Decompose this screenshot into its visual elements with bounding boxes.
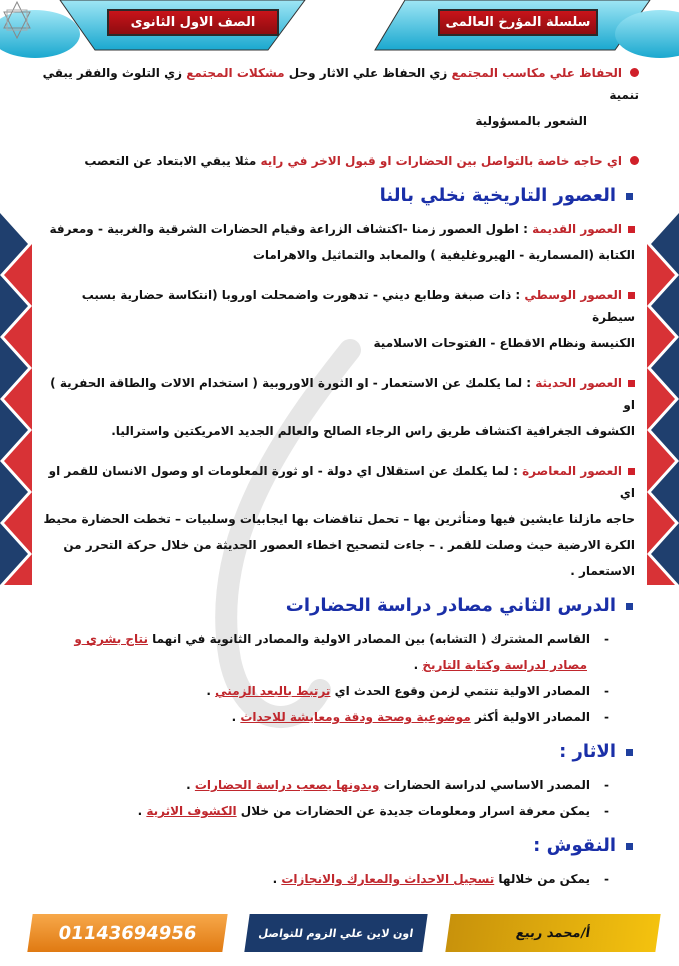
highlighted-text: العصور المعاصرة [522,464,622,478]
highlighted-text: تسجيل الاحداث والمعارك والانجازات [281,872,495,886]
text-segment: : اطول العصور زمنا -اكتشاف الزراعة وقيام الحضارات الشرقية والغربية - ومعرفة [49,222,533,236]
text-segment: . [272,872,282,886]
section-heading [36,738,633,766]
text-segment: الكشوف الجغرافية اكتشاف طريق راس الرجاء الصالح والعالم الجديد الامريكتين واستراليا. [111,424,635,438]
document-body [0,62,679,890]
heading-text: الاثار : [559,741,616,762]
dash-bullet-icon: - [604,684,609,698]
text-segment: زي الحفاظ علي الاثار وحل [284,66,452,80]
text-line [36,244,639,266]
highlighted-text: العصور الوسطي [524,288,622,302]
text-line [36,508,639,530]
text-line [36,654,639,676]
series-title: سلسلة المؤرخ العالمى [438,9,598,36]
text-segment: . [413,658,423,672]
text-segment: الكرة الارضية حيث وصلت للقمر . – جاءت لتصحيح اخطاء العصور الحديثة من خلال حركة التحرر من [63,538,635,552]
text-segment: الشعور بالمسؤولية [475,114,587,128]
text-segment: الاستعمار . [570,564,635,578]
square-bullet-icon [626,843,633,850]
text-segment: يمكن من خلالها [494,872,591,886]
section-heading [36,592,633,620]
phone-number: 01143694956 [27,914,227,952]
highlighted-text: العصور القديمة [532,222,622,236]
highlighted-text: الكشوف الاثرية [146,804,237,818]
text-segment: الكتابة (المسمارية - الهيروغليفية ) والمعابد والتماثيل والاهرامات [252,248,635,262]
highlighted-text: وبدونها يصعب دراسة الحضارات [194,778,380,792]
text-segment: القاسم المشترك ( التشابه) بين المصادر الاولية والمصادر الثانوية في انهما [147,632,591,646]
square-bullet-icon [626,603,633,610]
bullet-icon [628,226,635,233]
text-line [36,372,639,416]
text-segment: : لما يكلمك عن الاستعمار - او الثورة الاوروبية ( استخدام الالات والطاقة الحفرية ) او [50,376,635,412]
dash-bullet-icon: - [604,710,609,724]
text-line [36,680,639,702]
text-segment: . [186,778,195,792]
text-line [36,110,639,132]
section-heading [36,832,633,860]
star-logo-icon [0,0,34,40]
page-header [0,0,679,58]
text-line [36,150,639,172]
contact-note: اون لاين علي الزوم للتواصل [244,914,427,952]
text-line [36,332,639,354]
text-segment: . [206,684,216,698]
highlighted-text: الحفاظ علي مكاسب المجتمع [451,66,622,80]
text-segment: . [231,710,241,724]
text-line [36,706,639,728]
text-segment: . [137,804,147,818]
dash-bullet-icon: - [604,872,609,886]
square-bullet-icon [626,749,633,756]
text-segment: حاجه مازلنا عايشين فيها ومتأثرين بها – تحمل تناقضات بها ايجابيات وسلبيات – تخطت الحضارة محيط [43,512,635,526]
bullet-icon [628,292,635,299]
heading-text: الدرس الثاني مصادر دراسة الحضارات [285,595,616,616]
text-line [36,218,639,240]
heading-text: النقوش : [533,835,616,856]
dash-bullet-icon: - [604,778,609,792]
section-heading [36,182,633,210]
highlighted-text: العصور الحديثة [535,376,622,390]
teacher-name: أ/محمد ربيع [445,914,660,952]
square-bullet-icon [626,193,633,200]
grade-title: الصف الاول الثانوى [107,9,279,36]
text-segment: : ذات صبغة وطابع ديني - تدهورت واضمحلت اوروبا (انتكاسة حضارية بسبب سيطرة [81,288,635,324]
bullet-icon [630,68,639,77]
highlighted-text: ترتبط بالبعد الزمني [215,684,331,698]
text-line [36,868,639,890]
text-line [36,284,639,328]
text-segment: الكنيسة ونظام الاقطاع - الفتوحات الاسلامية [373,336,635,350]
text-segment: : لما يكلمك عن استقلال اي دولة - او ثورة المعلومات او وصول الانسان للقمر او اي [48,464,635,500]
bullet-icon [630,156,639,165]
text-line [36,560,639,582]
text-line [36,800,639,822]
heading-text: العصور التاريخية نخلي بالنا [379,185,616,206]
highlighted-text: نتاج بشري و [74,632,148,646]
text-segment: زي التلوث والفقر يبقي تنمية [42,66,639,102]
text-line [36,460,639,504]
text-line [36,774,639,796]
highlighted-text: مصادر لدراسة وكتابة التاريخ [422,658,587,672]
text-segment: المصدر الاساسي لدراسة الحضارات [379,778,591,792]
text-line [36,534,639,556]
text-segment: يمكن معرفة اسرار ومعلومات جديدة عن الحضارات من خلال [236,804,591,818]
text-segment: مثلا يبقي الابتعاد عن التعصب [84,154,261,168]
text-segment: المصادر الاولية أكثر [470,710,591,724]
highlighted-text: اي حاجه خاصة بالتواصل بين الحضارات او قبول الاخر في رايه [260,154,622,168]
highlighted-text: مشكلات المجتمع [186,66,285,80]
text-line [36,62,639,106]
page-footer [0,906,679,966]
text-line [36,628,639,650]
highlighted-text: موضوعية وصحة ودقة ومعايشة للاحداث [240,710,471,724]
dash-bullet-icon: - [604,804,609,818]
bullet-icon [628,380,635,387]
bullet-icon [628,468,635,475]
dash-bullet-icon: - [604,632,609,646]
text-line [36,420,639,442]
text-segment: المصادر الاولية تنتمي لزمن وقوع الحدث اي [330,684,591,698]
